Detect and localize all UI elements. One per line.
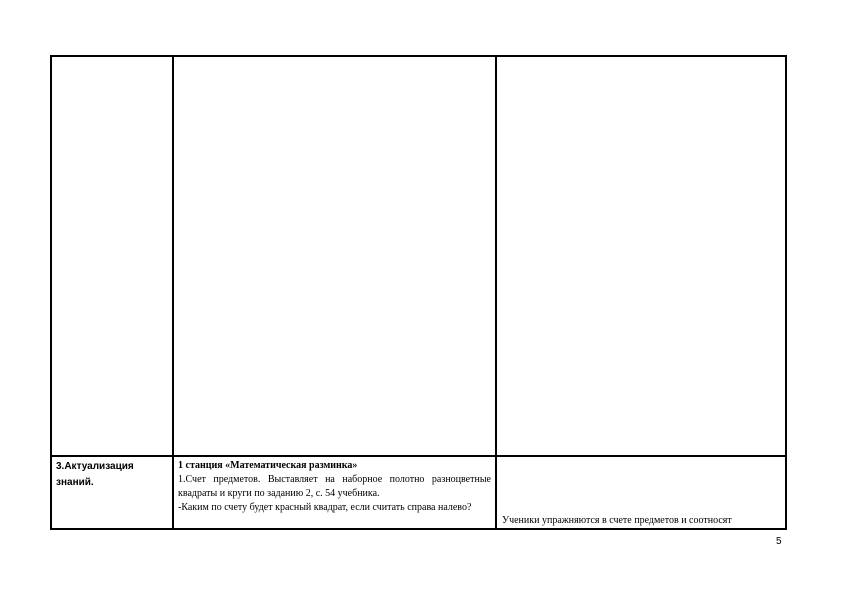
stage-cell <box>56 459 170 491</box>
teacher-paragraph-2: -Каким по счету будет красный квадрат, если считать справа налево? <box>178 502 472 513</box>
lesson-table <box>50 55 787 530</box>
teacher-paragraph-1: 1.Счет предметов. Выставляет на наборное полотно разноцветные квадраты и круги по заданию 2, с. 54 учебника. <box>178 474 491 499</box>
student-activity-cell <box>502 515 787 527</box>
teacher-activity-cell <box>178 459 491 515</box>
page-number: 5 <box>776 536 782 547</box>
stage-label: 3.Актуализация знаний. <box>56 461 134 488</box>
student-activity-text: Ученики упражняются в счете предметов и соотносят <box>502 515 732 526</box>
station-title: 1 станция «Математическая разминка» <box>178 460 358 471</box>
column-divider-2 <box>495 57 497 528</box>
row-divider <box>52 455 785 457</box>
column-divider-1 <box>172 57 174 528</box>
